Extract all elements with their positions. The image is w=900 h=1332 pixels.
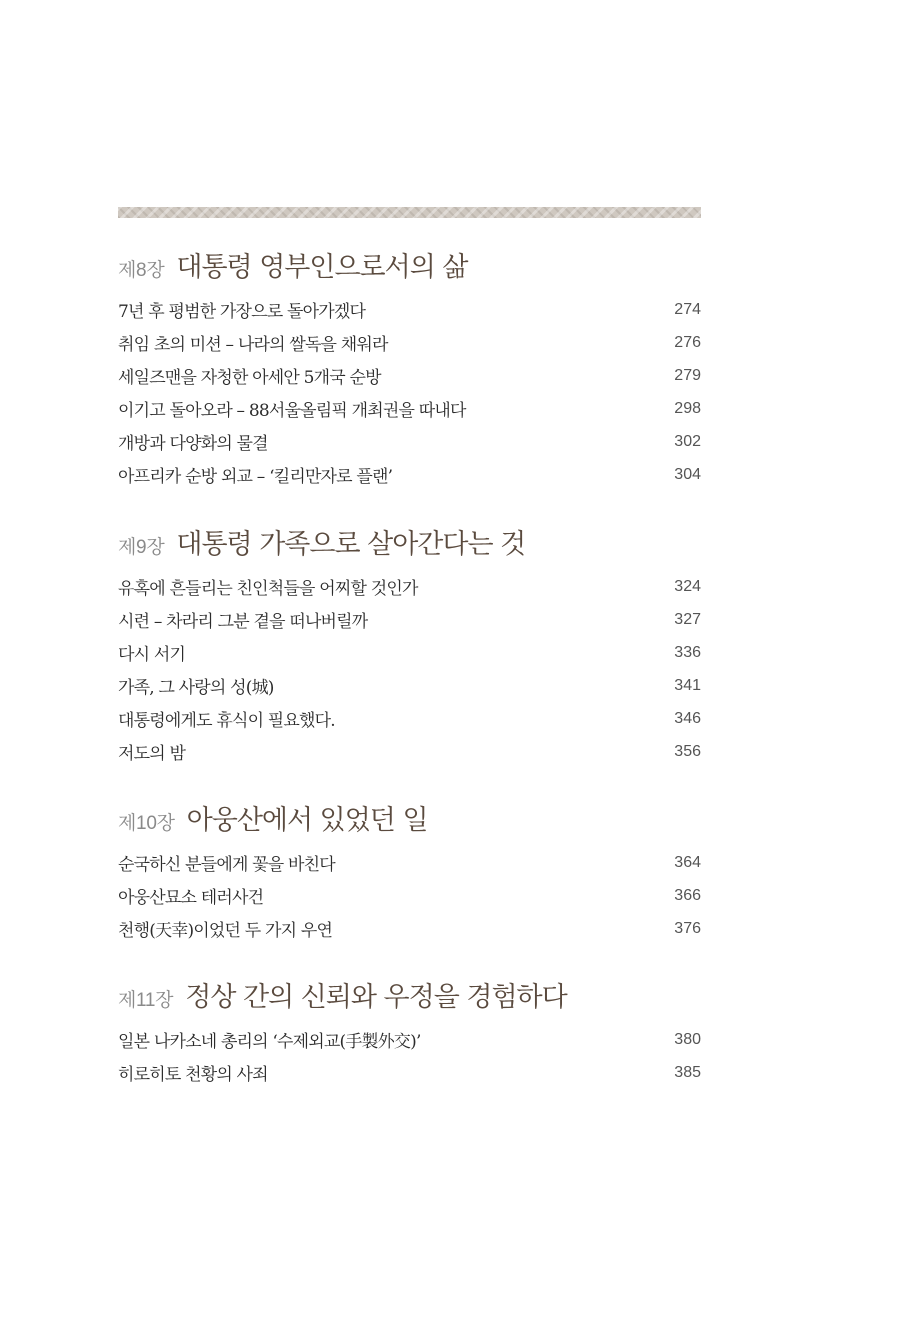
toc-entry-title: 세일즈맨을 자청한 아세안 5개국 순방 — [118, 368, 381, 388]
toc-entry-page: 327 — [674, 610, 701, 628]
chapter-number: 제9장 — [118, 537, 165, 558]
chapter-number: 제11장 — [118, 990, 174, 1011]
toc-entry-title: 취임 초의 미션 – 나라의 쌀독을 채워라 — [118, 335, 388, 355]
toc-entries — [118, 1023, 701, 1089]
toc-entry-page: 276 — [674, 333, 701, 351]
toc-entry-page: 279 — [674, 366, 701, 384]
toc-entry-title: 아프리카 순방 외교 – ‘킬리만자로 플랜’ — [118, 467, 393, 487]
toc-entry-page: 298 — [674, 399, 701, 417]
toc-entry[interactable] — [118, 293, 701, 326]
toc-entry-title: 유혹에 흔들리는 친인척들을 어찌할 것인가 — [118, 579, 418, 599]
toc-entry[interactable] — [118, 1056, 701, 1089]
toc-entry[interactable] — [118, 392, 701, 425]
chapter-number: 제10장 — [118, 813, 175, 834]
chapter-heading — [118, 245, 701, 285]
toc-entry-title: 시련 – 차라리 그분 곁을 떠나버릴까 — [118, 612, 368, 632]
toc-entry-page: 380 — [674, 1030, 701, 1048]
toc-entry-title: 히로히토 천황의 사죄 — [118, 1065, 268, 1085]
toc-entry-page: 336 — [674, 643, 701, 661]
chapter-number: 제8장 — [118, 260, 165, 281]
chapter-8 — [118, 245, 701, 491]
chapter-11 — [118, 975, 701, 1089]
toc-entry[interactable] — [118, 326, 701, 359]
toc-entry-page: 364 — [674, 853, 701, 871]
toc-entry-page: 356 — [674, 742, 701, 760]
toc-entry[interactable] — [118, 425, 701, 458]
chapter-heading — [118, 975, 701, 1015]
toc-entry[interactable] — [118, 458, 701, 491]
toc-entry-page: 324 — [674, 577, 701, 595]
toc-entry[interactable] — [118, 570, 701, 603]
toc-entry-page: 346 — [674, 709, 701, 727]
toc-entry-title: 천행(天幸)이었던 두 가지 우연 — [118, 921, 333, 941]
toc-entry[interactable] — [118, 636, 701, 669]
toc-entry[interactable] — [118, 359, 701, 392]
toc-entry[interactable] — [118, 846, 701, 879]
chapter-10 — [118, 798, 701, 945]
chapter-title: 대통령 영부인으로서의 삶 — [176, 252, 468, 283]
toc-entry[interactable] — [118, 912, 701, 945]
toc-entry-page: 274 — [674, 300, 701, 318]
toc-entry[interactable] — [118, 669, 701, 702]
toc-entries — [118, 293, 701, 491]
toc-entry-page: 341 — [674, 676, 701, 694]
toc-entry-title: 다시 서기 — [118, 645, 186, 665]
toc-entry-title: 가족, 그 사랑의 성(城) — [118, 678, 274, 698]
toc-entries — [118, 570, 701, 768]
chapter-title: 아웅산에서 있었던 일 — [186, 805, 428, 836]
toc-entry-page: 385 — [674, 1063, 701, 1081]
decorative-header-band — [118, 207, 701, 218]
toc-entry-title: 저도의 밤 — [118, 744, 186, 764]
toc-entry-title: 7년 후 평범한 가장으로 돌아가겠다 — [118, 302, 366, 322]
toc-entry[interactable] — [118, 603, 701, 636]
toc-entry-page: 304 — [674, 465, 701, 483]
toc-entry-title: 순국하신 분들에게 꽃을 바친다 — [118, 855, 335, 875]
chapter-title: 정상 간의 신뢰와 우정을 경험하다 — [185, 982, 567, 1013]
toc-entry[interactable] — [118, 702, 701, 735]
toc-entry-title: 개방과 다양화의 물결 — [118, 434, 268, 454]
toc-entry-page: 302 — [674, 432, 701, 450]
toc-entry[interactable] — [118, 735, 701, 768]
toc-entries — [118, 846, 701, 945]
chapter-title: 대통령 가족으로 살아간다는 것 — [176, 529, 526, 560]
chapter-heading — [118, 522, 701, 562]
chapter-heading — [118, 798, 701, 838]
toc-entry-title: 아웅산묘소 테러사건 — [118, 888, 264, 908]
toc-entry[interactable] — [118, 1023, 701, 1056]
toc-entry-title: 일본 나카소네 총리의 ‘수제외교(手製外交)’ — [118, 1032, 421, 1052]
toc-entry[interactable] — [118, 879, 701, 912]
toc-entry-page: 366 — [674, 886, 701, 904]
toc-entry-page: 376 — [674, 919, 701, 937]
chapter-9 — [118, 522, 701, 768]
toc-entry-title: 이기고 돌아오라 – 88서울올림픽 개최권을 따내다 — [118, 401, 466, 421]
toc-entry-title: 대통령에게도 휴식이 필요했다. — [118, 711, 335, 731]
